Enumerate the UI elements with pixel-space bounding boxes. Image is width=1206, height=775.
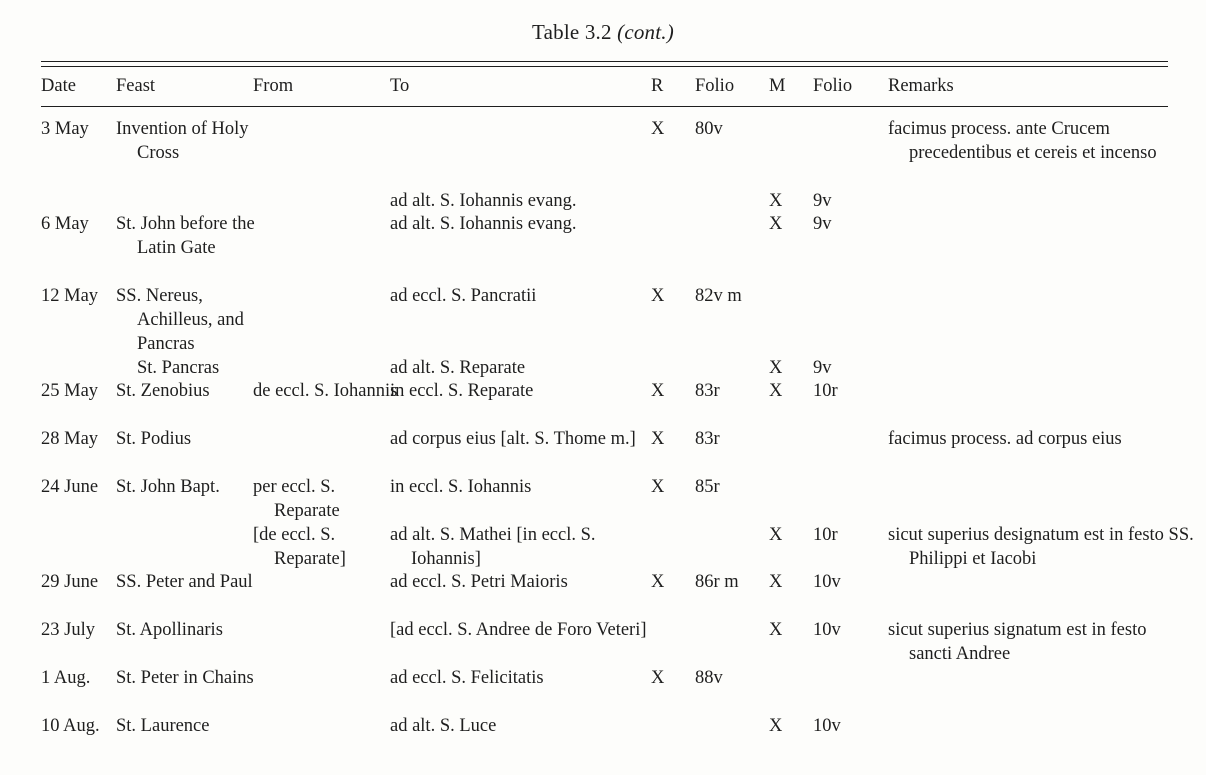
cell-date: 23 July	[41, 620, 95, 640]
cell-m: X	[769, 358, 783, 378]
table-title-main: Table 3.2	[532, 20, 612, 44]
cell-date: 25 May	[41, 381, 99, 401]
table-title-cont: (cont.)	[617, 20, 674, 44]
cell-to: in eccl. S. Reparate	[390, 381, 534, 401]
cell-m: X	[769, 191, 783, 211]
cell-folio-m: 9v	[813, 358, 832, 378]
cell-remarks: sicut superius designatum est in festo SS. Philippi et Iacobi	[888, 525, 1194, 569]
cell-to: ad eccl. S. Felicitatis	[390, 668, 544, 688]
header-m: M	[769, 76, 786, 96]
cell-m: X	[769, 381, 783, 401]
cell-folio-m: 10r	[813, 525, 838, 545]
cell-r: X	[651, 477, 665, 497]
cell-to: ad alt. S. Iohannis evang.	[390, 191, 577, 211]
header-date: Date	[41, 76, 76, 96]
header-rule	[41, 106, 1168, 107]
cell-folio-m: 10r	[813, 381, 838, 401]
cell-folio-r: 86r m	[695, 572, 739, 592]
cell-m: X	[769, 620, 783, 640]
cell-to: ad eccl. S. Pancratii	[390, 286, 537, 306]
cell-to: ad corpus eius [alt. S. Thome m.]	[390, 429, 636, 449]
cell-feast: SS. Peter and Paul	[116, 572, 253, 592]
header-remarks: Remarks	[888, 76, 954, 96]
cell-folio-r: 82v m	[695, 286, 742, 306]
cell-to: ad alt. S. Reparate	[390, 358, 526, 378]
table-title	[0, 20, 1206, 45]
header-from: From	[253, 76, 294, 96]
cell-feast: St. Pancras	[137, 358, 220, 378]
cell-remarks: facimus process. ad corpus eius	[888, 429, 1122, 449]
header-to: To	[390, 76, 410, 96]
cell-feast: St. John Bapt.	[116, 477, 220, 497]
top-rule-1	[41, 61, 1168, 62]
cell-date: 28 May	[41, 429, 99, 449]
cell-r: X	[651, 668, 665, 688]
cell-to: ad alt. S. Mathei [in eccl. S. Iohannis]	[390, 525, 596, 569]
cell-feast: St. Zenobius	[116, 381, 210, 401]
cell-date: 24 June	[41, 477, 99, 497]
cell-remarks: sicut superius signatum est in festo sancti Andree	[888, 620, 1147, 664]
cell-date: 6 May	[41, 214, 89, 234]
cell-to: ad alt. S. Luce	[390, 716, 497, 736]
cell-from: [de eccl. S. Reparate]	[253, 525, 346, 569]
cell-folio-r: 85r	[695, 477, 720, 497]
header-folio-m: Folio	[813, 76, 853, 96]
cell-to: ad eccl. S. Petri Maioris	[390, 572, 568, 592]
cell-m: X	[769, 716, 783, 736]
cell-folio-r: 83r	[695, 429, 720, 449]
cell-date: 3 May	[41, 119, 89, 139]
cell-feast: SS. Nereus, Achilleus, and Pancras	[116, 286, 244, 354]
cell-folio-r: 83r	[695, 381, 720, 401]
cell-folio-m: 10v	[813, 716, 841, 736]
cell-r: X	[651, 381, 665, 401]
cell-from: de eccl. S. Iohannis	[253, 381, 398, 401]
cell-m: X	[769, 525, 783, 545]
cell-to: in eccl. S. Iohannis	[390, 477, 532, 497]
cell-date: 10 Aug.	[41, 716, 100, 736]
cell-folio-m: 10v	[813, 620, 841, 640]
header-r: R	[651, 76, 664, 96]
cell-date: 12 May	[41, 286, 99, 306]
cell-feast: St. Laurence	[116, 716, 210, 736]
top-rule-2	[41, 66, 1168, 67]
cell-m: X	[769, 214, 783, 234]
cell-folio-m: 10v	[813, 572, 841, 592]
cell-folio-r: 88v	[695, 668, 723, 688]
cell-folio-m: 9v	[813, 214, 832, 234]
header-feast: Feast	[116, 76, 156, 96]
cell-r: X	[651, 119, 665, 139]
cell-remarks: facimus process. ante Crucem precedentibus et cereis et incenso	[888, 119, 1157, 163]
cell-date: 29 June	[41, 572, 99, 592]
cell-r: X	[651, 572, 665, 592]
cell-r: X	[651, 286, 665, 306]
cell-feast: St. Apollinaris	[116, 620, 223, 640]
cell-folio-m: 9v	[813, 191, 832, 211]
header-folio-r: Folio	[695, 76, 735, 96]
cell-feast: St. Peter in Chains	[116, 668, 254, 688]
cell-to: [ad eccl. S. Andree de Foro Veteri]	[390, 620, 647, 640]
cell-to: ad alt. S. Iohannis evang.	[390, 214, 577, 234]
cell-date: 1 Aug.	[41, 668, 91, 688]
cell-feast: St. John before the Latin Gate	[116, 214, 255, 258]
cell-from: per eccl. S. Reparate	[253, 477, 340, 521]
cell-folio-r: 80v	[695, 119, 723, 139]
cell-r: X	[651, 429, 665, 449]
cell-m: X	[769, 572, 783, 592]
cell-feast: Invention of Holy Cross	[116, 119, 249, 163]
cell-feast: St. Podius	[116, 429, 192, 449]
